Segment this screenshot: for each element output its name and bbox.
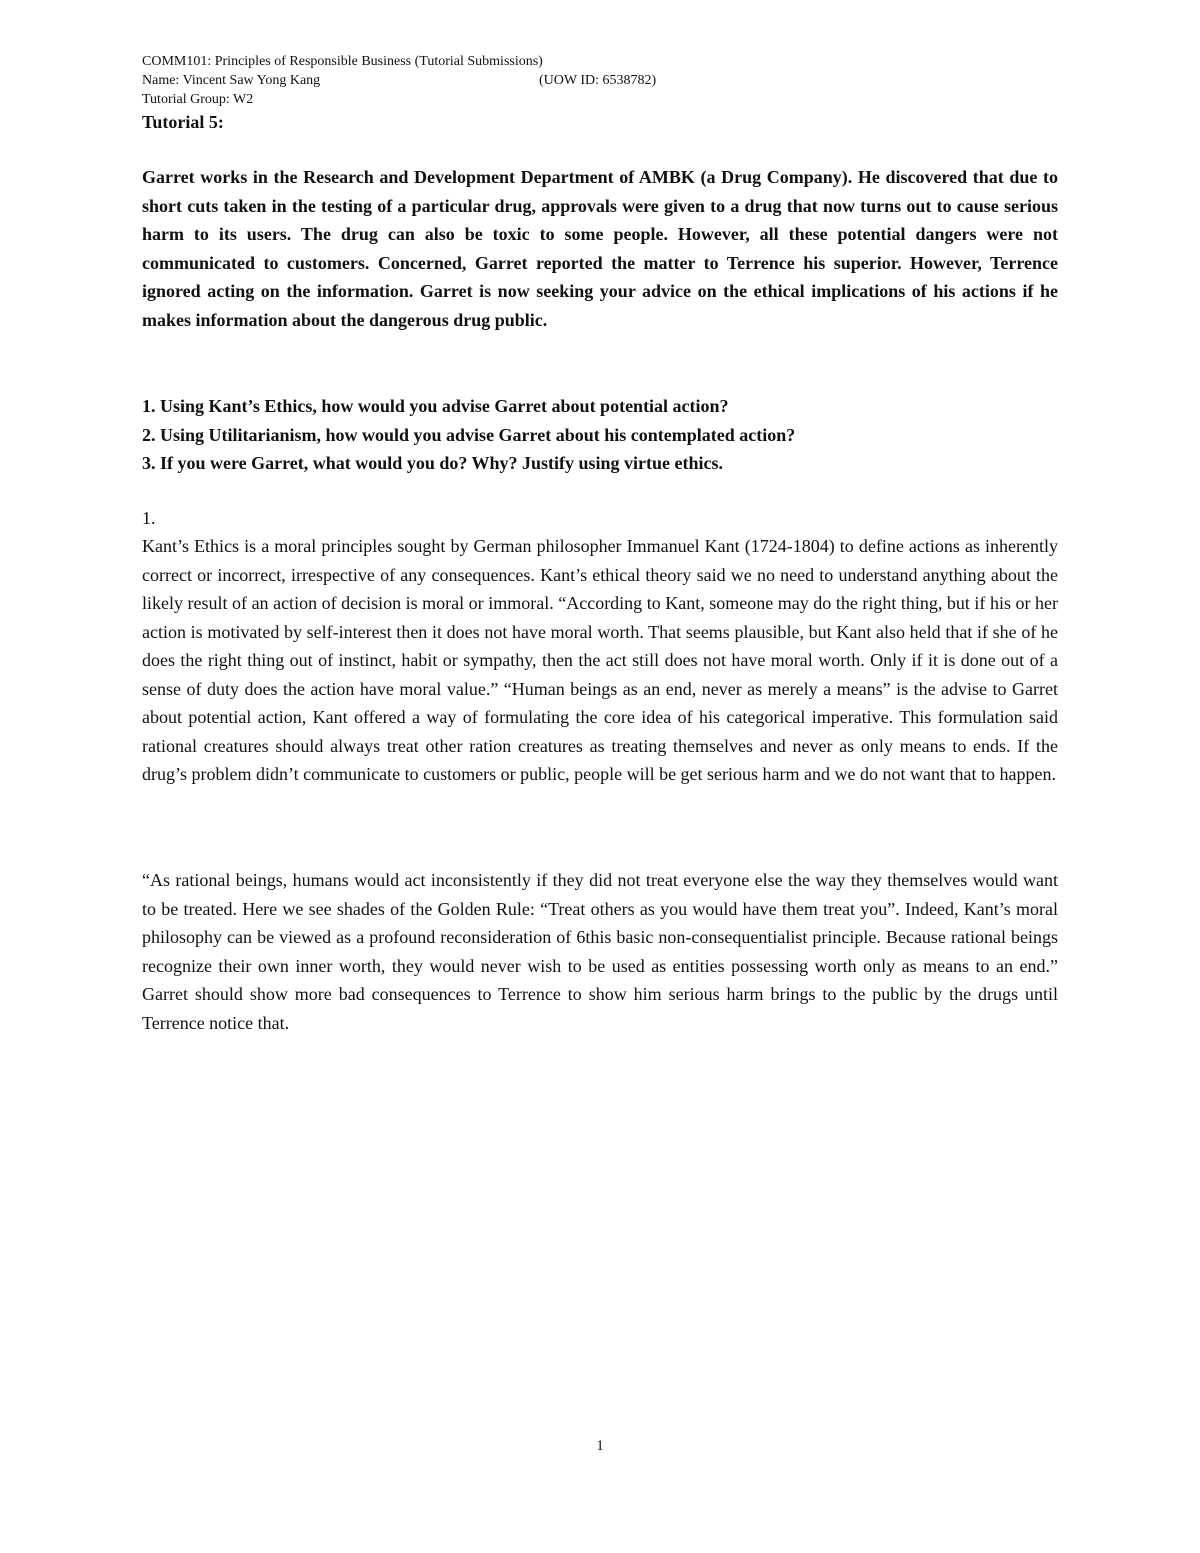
student-name: Name: Vincent Saw Yong Kang bbox=[142, 73, 321, 88]
answer-paragraph-1: Kant’s Ethics is a moral principles sought by German philosopher Immanuel Kant (1724-1804) to define actions as inherently correct or incorrect, irrespective of any consequences. Kant’s ethical theory said we no need to understand anything about the likely result of an action of decision is moral or immoral. “According to Kant, someone may do the right thing, but if his or her action is motivated by self-interest then it does not have moral worth. That seems plausible, but Kant also held that if she of he does the right thing out of instinct, habit or sympathy, then the act still does not have moral worth. Only if it is done out of a sense of duty does the action have moral value.” “Human beings as an end, never as merely a means” is the advise to Garret about potential action, Kant offered a way of formulating the core idea of his categorical imperative. This formulation said rational creatures should always treat other ration creatures as treating themselves and never as only means to ends. If the drug’s problem didn’t communicate to customers or public, people will be get serious harm and we do not want that to happen. bbox=[142, 536, 1058, 784]
course-title: COMM101: Principles of Responsible Business (Tutorial Submissions) bbox=[142, 54, 543, 69]
question-3: 3. If you were Garret, what would you do? Why? Justify using virtue ethics. bbox=[142, 453, 724, 473]
document-header bbox=[142, 52, 682, 109]
question-list bbox=[142, 392, 1058, 478]
uow-id: (UOW ID: 6538782) bbox=[539, 73, 657, 88]
answer-number: 1. bbox=[142, 508, 156, 528]
page-number: 1 bbox=[596, 1438, 604, 1454]
tutorial-group: Tutorial Group: W2 bbox=[142, 92, 254, 107]
tutorial-title: Tutorial 5: bbox=[142, 112, 224, 132]
scenario-paragraph: Garret works in the Research and Development Department of AMBK (a Drug Company). He discovered that due to short cuts taken in the testing of a particular drug, approvals were given to a drug that now turns out to cause serious harm to its users. The drug can also be toxic to some people. However, all these potential dangers were not communicated to customers. Concerned, Garret reported the matter to Terrence his superior. However, Terrence ignored acting on the information. Garret is now seeking your advice on the ethical implications of his actions if he makes information about the dangerous drug public. bbox=[142, 167, 1058, 330]
question-2: 2. Using Utilitarianism, how would you advise Garret about his contemplated action? bbox=[142, 424, 796, 445]
question-1: 1. Using Kant’s Ethics, how would you advise Garret about potential action? bbox=[142, 396, 729, 416]
answer-paragraph-2: “As rational beings, humans would act inconsistently if they did not treat everyone else the way they themselves would want to be treated. Here we see shades of the Golden Rule: “Treat others as you would have them treat you”. Indeed, Kant’s moral philosophy can be viewed as a profound reconsideration of 6this basic non-consequentialist principle. Because rational beings recognize their own inner worth, they would never wish to be used as entities possessing worth only as means to an end.” Garret should show more bad consequences to Terrence to show him serious harm brings to the public by the drugs until Terrence notice that. bbox=[142, 870, 1058, 1033]
student-info-line bbox=[142, 71, 682, 90]
